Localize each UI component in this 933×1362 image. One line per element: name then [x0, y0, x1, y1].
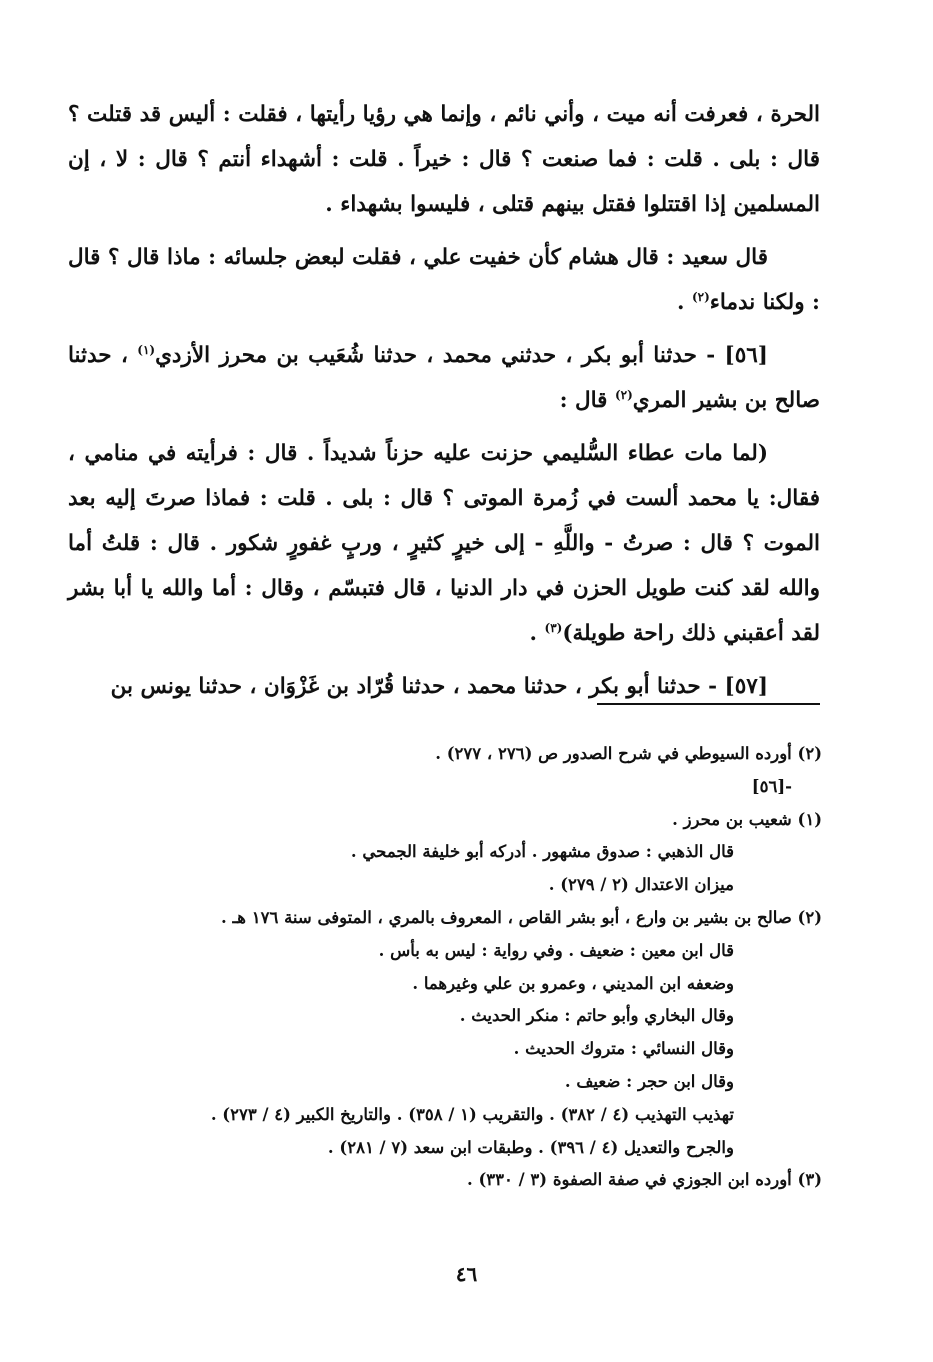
- footnote-line: (٢) صالح بن بشير بن وارع ، أبو بشر القاص ، المعروف بالمري ، المتوفى سنة ١٧٦ هـ .: [220, 907, 822, 927]
- page-number: ٤٦: [455, 1262, 478, 1286]
- paragraph-text: (لما مات عطاء السُّليمي حزنت عليه حزناً شديداً . قال : فرأيته في منامي ، فقال: يا محمد ألست في زُمرة الموتى ؟ قال : بلى . قلت : فماذا صرتَ إليه بعد الموت ؟ قال : صرتُ - واللَّهِ - إلى خيرٍ كثيرٍ ، وربٍ غفورٍ شكور . قال : قلتُ أما والله لقد كنت طويل الحزن في دار الدنيا ، قال فتبسّم ، وقال : أما والله يا أبا بشر لقد أعقبني ذلك راحة طويلة): [68, 441, 820, 646]
- footnote-marker: (١): [137, 342, 156, 357]
- footnote-line: وقال النسائي : متروك الحديث .: [513, 1039, 734, 1059]
- sentence-end: .: [676, 290, 685, 315]
- footnote-line: والجرح والتعديل (٤ / ٣٩٦) . وطبقات ابن سعد (٧ / ٢٨١) .: [327, 1137, 734, 1157]
- footnote-line: وضعفه ابن المديني ، وعمرو بن علي وغيرهما .: [412, 973, 734, 993]
- paragraph-text: قال سعيد : قال هشام كأن خفيت علي ، فقلت لبعض جلسائه : ماذا قال ؟ قال : ولكنا ندماء: [68, 245, 820, 315]
- footnote-marker: (٢): [614, 387, 633, 402]
- narration-chain: ، حدثنا صالح بن بشير المري: [68, 343, 820, 413]
- paragraph-dream-dialogue: الحرة ، فعرفت أنه ميت ، وأني نائم ، وإنما هي رؤيا رأيتها ، فقلت : أليس قد قتلت ؟ قال : بلى . قلت : فما صنعت ؟ قال : خيراً . قلت : أشهداء أنتم ؟ قال : لا ، إن المسلمين إذا اقتتلوا فقتل بينهم قتلى ، فليسوا بشهداء .: [68, 102, 820, 217]
- footnote-divider: [597, 703, 820, 705]
- paragraph-hadith-57: [٥٧] - حدثنا أبو بكر ، حدثنا محمد ، حدثنا قُرّاد بن غَزْوَان ، حدثنا يونس بن: [110, 674, 768, 699]
- footnote-line: (١) شعيب بن محرز .: [672, 809, 822, 829]
- sentence-end: .: [529, 621, 537, 646]
- narration-chain: قال :: [559, 388, 608, 413]
- footnote-line: ميزان الاعتدال (٢ / ٢٧٩) .: [548, 875, 734, 895]
- footnote-line: (٢) أورده السيوطي في شرح الصدور ص (٢٧٦ ، ٢٧٧) .: [435, 744, 822, 763]
- paragraph-hadith-56: [68, 333, 820, 423]
- main-text: [68, 92, 820, 717]
- footnote-marker: (٢): [691, 289, 710, 304]
- footnote-line: (٣) أورده ابن الجوزي في صفة الصفوة (٣ / ٣٣٠) .: [467, 1170, 822, 1190]
- footnote-line: تهذيب التهذيب (٤ / ٣٨٢) . والتقريب (١ / ٣٥٨) . والتاريخ الكبير (٤ / ٢٧٣) .: [210, 1104, 734, 1124]
- footnote-section-label: -[٥٦]: [751, 776, 792, 796]
- footnote-line: وقال البخاري وأبو حاتم : منكر الحديث .: [459, 1006, 734, 1026]
- narration-chain: [٥٦] - حدثنا أبو بكر ، حدثني محمد ، حدثنا شُعَيب بن محرز الأزدي: [155, 343, 768, 368]
- paragraph-ata-story: [68, 431, 820, 656]
- footnotes: [150, 738, 822, 1197]
- paragraph-said-quote: [68, 235, 820, 325]
- footnote-line: قال الذهبي : صدوق مشهور . أدركه أبو خليفة الجمحي .: [350, 842, 734, 862]
- footnote-marker: (٣): [544, 620, 563, 635]
- footnote-line: قال ابن معين : ضعيف . وفي رواية : ليس به بأس .: [378, 940, 734, 960]
- footnote-line: وقال ابن حجر : ضعيف .: [564, 1071, 734, 1091]
